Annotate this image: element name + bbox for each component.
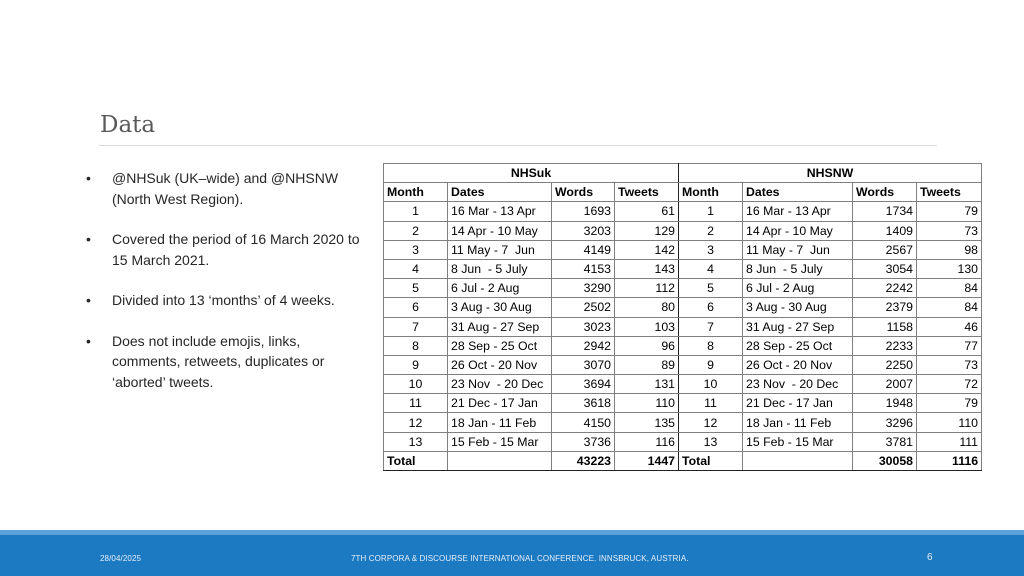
table-cell: 3054 bbox=[853, 259, 917, 278]
total-cell: 43223 bbox=[552, 451, 615, 470]
empty-cell bbox=[743, 451, 853, 470]
table-cell: 1693 bbox=[552, 202, 615, 221]
table-cell: 2379 bbox=[853, 298, 917, 317]
footer-bar bbox=[0, 530, 1024, 576]
table-cell: 1734 bbox=[853, 202, 917, 221]
column-header: Month bbox=[679, 183, 743, 202]
total-cell: Total bbox=[384, 451, 448, 470]
table-cell: 4 bbox=[679, 259, 743, 278]
table-cell: 6 bbox=[679, 298, 743, 317]
table-cell: 2233 bbox=[853, 336, 917, 355]
table-cell: 77 bbox=[917, 336, 982, 355]
footer-conference: 7TH CORPORA & DISCOURSE INTERNATIONAL CONFERENCE. INNSBRUCK, AUSTRIA. bbox=[351, 554, 689, 563]
table-cell: 110 bbox=[615, 394, 679, 413]
table-cell: 18 Jan - 11 Feb bbox=[743, 413, 853, 432]
table-row bbox=[384, 375, 982, 394]
table-cell: 142 bbox=[615, 240, 679, 259]
table-cell: 72 bbox=[917, 375, 982, 394]
table-cell: 111 bbox=[917, 432, 982, 451]
table-row bbox=[384, 394, 982, 413]
table-cell: 131 bbox=[615, 375, 679, 394]
table-cell: 14 Apr - 10 May bbox=[743, 221, 853, 240]
table-row bbox=[384, 413, 982, 432]
table-cell: 112 bbox=[615, 279, 679, 298]
table-row bbox=[384, 240, 982, 259]
table-cell: 5 bbox=[384, 279, 448, 298]
table-cell: 84 bbox=[917, 298, 982, 317]
table-cell: 73 bbox=[917, 221, 982, 240]
total-cell: 30058 bbox=[853, 451, 917, 470]
table-cell: 11 May - 7 Jun bbox=[743, 240, 853, 259]
table-cell: 8 Jun - 5 July bbox=[743, 259, 853, 278]
table-cell: 89 bbox=[615, 355, 679, 374]
column-header: Month bbox=[384, 183, 448, 202]
group-header-nhsuk: NHSuk bbox=[384, 164, 679, 183]
table-cell: 130 bbox=[917, 259, 982, 278]
table-row bbox=[384, 317, 982, 336]
group-header-row bbox=[384, 164, 982, 183]
table-row bbox=[384, 259, 982, 278]
group-header-nhsnw: NHSNW bbox=[679, 164, 982, 183]
table-cell: 79 bbox=[917, 394, 982, 413]
table-cell: 98 bbox=[917, 240, 982, 259]
column-header: Words bbox=[552, 183, 615, 202]
table-cell: 116 bbox=[615, 432, 679, 451]
bullet-text: Does not include emojis, links, comments, retweets, duplicates or ‘aborted’ tweets. bbox=[112, 332, 325, 390]
table-cell: 135 bbox=[615, 413, 679, 432]
table-cell: 15 Feb - 15 Mar bbox=[448, 432, 552, 451]
bullet-text: @NHSuk (UK–wide) and @NHSNW (North West Region). bbox=[112, 170, 339, 207]
table-cell: 46 bbox=[917, 317, 982, 336]
bullet-item bbox=[86, 229, 361, 270]
table-cell: 2007 bbox=[853, 375, 917, 394]
table-cell: 23 Nov - 20 Dec bbox=[743, 375, 853, 394]
table-cell: 13 bbox=[679, 432, 743, 451]
table-cell: 8 bbox=[384, 336, 448, 355]
table-cell: 79 bbox=[917, 202, 982, 221]
bullet-dot: • bbox=[86, 170, 91, 186]
table-cell: 103 bbox=[615, 317, 679, 336]
table-cell: 2942 bbox=[552, 336, 615, 355]
column-header: Dates bbox=[743, 183, 853, 202]
table-cell: 21 Dec - 17 Jan bbox=[743, 394, 853, 413]
table-cell: 6 Jul - 2 Aug bbox=[743, 279, 853, 298]
table-cell: 31 Aug - 27 Sep bbox=[743, 317, 853, 336]
footer-date: 28/04/2025 bbox=[100, 554, 142, 563]
table-cell: 6 Jul - 2 Aug bbox=[448, 279, 552, 298]
table-cell: 10 bbox=[384, 375, 448, 394]
table-cell: 143 bbox=[615, 259, 679, 278]
tweets-table bbox=[383, 163, 982, 471]
table-cell: 10 bbox=[679, 375, 743, 394]
table-cell: 31 Aug - 27 Sep bbox=[448, 317, 552, 336]
table-cell: 3296 bbox=[853, 413, 917, 432]
table-cell: 16 Mar - 13 Apr bbox=[743, 202, 853, 221]
table-cell: 12 bbox=[679, 413, 743, 432]
table-cell: 11 bbox=[384, 394, 448, 413]
table-cell: 18 Jan - 11 Feb bbox=[448, 413, 552, 432]
table-cell: 9 bbox=[679, 355, 743, 374]
table-cell: 2567 bbox=[853, 240, 917, 259]
table-row bbox=[384, 298, 982, 317]
footer-accent-line bbox=[0, 530, 1024, 535]
bullet-dot: • bbox=[86, 292, 91, 308]
table-cell: 61 bbox=[615, 202, 679, 221]
table-cell: 13 bbox=[384, 432, 448, 451]
table-cell: 3694 bbox=[552, 375, 615, 394]
table-cell: 3781 bbox=[853, 432, 917, 451]
table-cell: 6 bbox=[384, 298, 448, 317]
table-cell: 11 bbox=[679, 394, 743, 413]
table-cell: 3290 bbox=[552, 279, 615, 298]
table-row bbox=[384, 336, 982, 355]
column-header: Dates bbox=[448, 183, 552, 202]
table-cell: 4150 bbox=[552, 413, 615, 432]
table-cell: 1 bbox=[679, 202, 743, 221]
table-cell: 9 bbox=[384, 355, 448, 374]
table-cell: 14 Apr - 10 May bbox=[448, 221, 552, 240]
table-cell: 7 bbox=[384, 317, 448, 336]
table-cell: 12 bbox=[384, 413, 448, 432]
table-cell: 3 bbox=[679, 240, 743, 259]
table-row bbox=[384, 202, 982, 221]
table-cell: 1409 bbox=[853, 221, 917, 240]
total-row bbox=[384, 451, 982, 470]
table-cell: 26 Oct - 20 Nov bbox=[448, 355, 552, 374]
table-cell: 26 Oct - 20 Nov bbox=[743, 355, 853, 374]
total-cell: Total bbox=[679, 451, 743, 470]
table-cell: 8 bbox=[679, 336, 743, 355]
bullet-dot: • bbox=[86, 332, 91, 349]
slide-title: Data bbox=[100, 112, 156, 138]
table-cell: 16 Mar - 13 Apr bbox=[448, 202, 552, 221]
table-cell: 2242 bbox=[853, 279, 917, 298]
bullet-item bbox=[86, 168, 361, 209]
table-cell: 3203 bbox=[552, 221, 615, 240]
table-cell: 4149 bbox=[552, 240, 615, 259]
table-cell: 2502 bbox=[552, 298, 615, 317]
table-cell: 110 bbox=[917, 413, 982, 432]
table-cell: 11 May - 7 Jun bbox=[448, 240, 552, 259]
bullet-item bbox=[86, 290, 361, 311]
table-cell: 129 bbox=[615, 221, 679, 240]
table-cell: 4153 bbox=[552, 259, 615, 278]
table-cell: 2 bbox=[679, 221, 743, 240]
table-cell: 3070 bbox=[552, 355, 615, 374]
table-cell: 80 bbox=[615, 298, 679, 317]
page-number: 6 bbox=[927, 552, 933, 563]
table-cell: 3 Aug - 30 Aug bbox=[743, 298, 853, 317]
empty-cell bbox=[448, 451, 552, 470]
table-cell: 8 Jun - 5 July bbox=[448, 259, 552, 278]
table-cell: 96 bbox=[615, 336, 679, 355]
table-cell: 3 bbox=[384, 240, 448, 259]
table-cell: 28 Sep - 25 Oct bbox=[448, 336, 552, 355]
table-cell: 7 bbox=[679, 317, 743, 336]
table-cell: 1948 bbox=[853, 394, 917, 413]
column-header-row bbox=[384, 183, 982, 202]
total-cell: 1447 bbox=[615, 451, 679, 470]
table-cell: 73 bbox=[917, 355, 982, 374]
bullet-dot: • bbox=[86, 231, 91, 247]
table-cell: 15 Feb - 15 Mar bbox=[743, 432, 853, 451]
bullet-item bbox=[86, 331, 361, 393]
table-cell: 1 bbox=[384, 202, 448, 221]
table-cell: 2250 bbox=[853, 355, 917, 374]
table-cell: 3736 bbox=[552, 432, 615, 451]
bullet-list bbox=[86, 168, 361, 412]
title-divider bbox=[99, 145, 937, 146]
table-cell: 4 bbox=[384, 259, 448, 278]
table-cell: 3 Aug - 30 Aug bbox=[448, 298, 552, 317]
table-cell: 28 Sep - 25 Oct bbox=[743, 336, 853, 355]
table-row bbox=[384, 432, 982, 451]
table-cell: 2 bbox=[384, 221, 448, 240]
table-cell: 3023 bbox=[552, 317, 615, 336]
table-row bbox=[384, 355, 982, 374]
column-header: Tweets bbox=[917, 183, 982, 202]
column-header: Words bbox=[853, 183, 917, 202]
bullet-text: Covered the period of 16 March 2020 to 15 March 2021. bbox=[112, 231, 360, 268]
table-cell: 5 bbox=[679, 279, 743, 298]
table-cell: 21 Dec - 17 Jan bbox=[448, 394, 552, 413]
total-cell: 1116 bbox=[917, 451, 982, 470]
table-cell: 23 Nov - 20 Dec bbox=[448, 375, 552, 394]
table-cell: 3618 bbox=[552, 394, 615, 413]
table-cell: 1158 bbox=[853, 317, 917, 336]
table-row bbox=[384, 279, 982, 298]
bullet-text: Divided into 13 ‘months’ of 4 weeks. bbox=[112, 292, 335, 308]
column-header: Tweets bbox=[615, 183, 679, 202]
table-row bbox=[384, 221, 982, 240]
table-cell: 84 bbox=[917, 279, 982, 298]
